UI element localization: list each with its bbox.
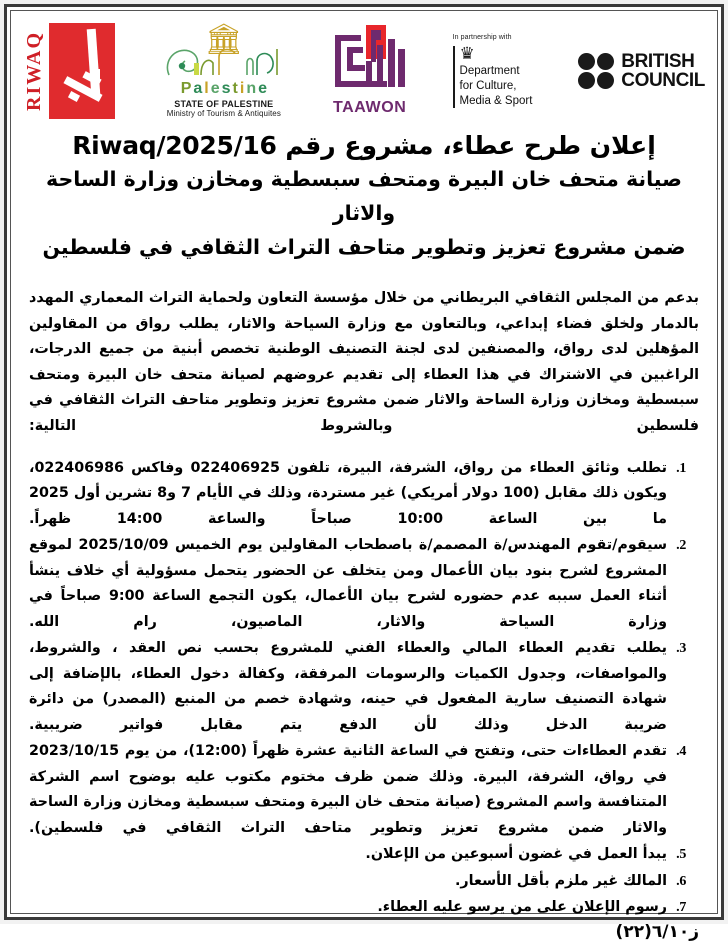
eagle-crest-icon: 🏛 [204,21,243,57]
page-outer-border [4,4,724,942]
term-item-5: 5. يبدأ العمل في غضون أسبوعين من الإعلان. [29,842,673,868]
dcms-partnership-text: In partnership with [452,34,512,41]
british-council-dots-icon [578,53,614,89]
intro-paragraph: بدعم من المجلس الثقافي البريطاني من خلال مؤسسة التعاون ولحماية التراث المعماري المهدد بالدمار ولخلق فضاء إبداعي، وبالتعاون مع وزارة السياحة والاثار، يطلب رواق من المقاولين المؤهلين لدى رواق، والمصنفين لدى لجنة التصنيف الوطنية تخصص أبنية من جميع الدرجات، الراغبين في الاشتراك في هذا العطاء إلى تقديم عروضهم لصيانة متحف خان البيرة ومتحف سبسطية ومخازن وزارة الساحة والاثار ضمن مشروع تعزيز وتطوير متاحف التراث الثقافي في فلسطين وبالشروط التالية: [29,290,699,434]
british-council-logo [578,52,705,90]
riwaq-wordmark: RIWAQ [23,31,45,112]
terms-list [29,456,699,922]
term-item-1: 1. تطلب وثائق العطاء من رواق، الشرفة، البيرة، تلفون 022406925 وفاكس 022406986، ويكون ذلك مقابل (100 دولار أمريكي) غير مستردة، وذلك في الأيام 7 و8 تشرين أول 2025 ما بين الساعة 10:00 صباحاً والساعة 14:00 ظهراً. [29,456,673,533]
term-item-4: 4. تقدم العطاءات حتى، وتفتح في الساعة الثانية عشرة ظهراً (12:00)، من يوم 2023/10/15 في رواق، الشرفة، البيرة. وذلك ضمن ظرف مختوم مكتوب عليه بوضوح اسم الشركة المتنافسة واسم المشروع (صيانة متحف خان البيرة ومتحف سبسطية ومخازن وزارة الساحة والاثار ضمن مشروع تعزيز وتطوير متاحف التراث الثقافي في فلسطين). [29,739,673,841]
british-council-wordmark [621,52,705,90]
palestine-ministry-logo [161,21,287,118]
dcms-line2: for Culture, [459,80,517,92]
british-council-line1: BRITISH [621,51,695,72]
project-subtitle-1: صيانة متحف خان البيرة ومتحف سبسطية ومخازن وزارة الساحة والاثار [46,167,682,225]
footer-row [19,922,709,946]
term-item-3: 3. يطلب تقديم العطاء المالي والعطاء الفني للمشروع بحسب نص العقد ، والشروط، والمواصفات، وجدول الكميات والرسومات المرفقة، وكفالة دخول العطاء، بالإضافة إلى شهادة التصنيف سارية المفعول في حينه، وشهادة خصم من المنبع (المصدر) من دائرة ضريبة الدخل وذلك لأن الدفع يتم مقابل فواتير ضريبية. [29,636,673,738]
royal-crest-icon: ♛ [459,44,475,64]
term-item-6: 6. المالك غير ملزم بأقل الأسعار. [29,869,673,895]
page-inner-border [10,10,718,942]
dcms-line1: Department [459,65,520,77]
term-item-7: 7. رسوم الإعلان على من يرسو عليه العطاء. [29,895,673,921]
riwaq-logo [23,23,115,119]
project-subtitle-2: ضمن مشروع تعزيز وتطوير متاحف التراث الثقافي في فلسطين [42,235,686,259]
page-title: إعلان طرح عطاء، مشروع رقم Riwaq/2025/16 [72,131,656,160]
taawon-logo [333,25,407,117]
palestine-subtitle-1: STATE OF PALESTINE [174,98,274,109]
taawon-wordmark: TAAWON [332,99,407,116]
palestine-emblem-icon [161,21,287,81]
dcms-logo [453,34,533,108]
dcms-line3: Media & Sport [459,95,533,107]
taawon-kufic-mark-icon [333,25,407,97]
taawon-logo-cell [333,25,407,117]
british-council-line2: COUNCIL [621,70,705,91]
reference-code: ز٦/١٠(٢٢) [615,921,699,942]
dcms-logo-cell [453,34,533,108]
announcement-body [19,264,709,922]
dcms-divider [453,46,455,108]
partner-logo-bar [19,15,709,125]
riwaq-calligraphy-icon [49,23,115,119]
riwaq-logo-cell [23,23,115,119]
announcement-title-block [19,125,709,264]
palestine-logo-cell [161,21,287,118]
british-council-logo-cell [578,52,705,90]
palestine-wordmark: P a l e s t i n e [180,79,267,97]
palestine-swoosh-icon [161,35,287,79]
palestine-subtitle-2: Ministry of Tourism & Antiquites [166,108,281,118]
term-item-2: 2. سيقوم/تقوم المهندس/ة المصمم/ة باصطحاب المقاولين يوم الخميس 2025/10/09 لموقع المشروع لشرح بنود بيان الأعمال ومن يتخلف عن الحضور يتحمل مسؤولية أي خلاف ينشأ أثناء العمل سببه عدم حضوره لشرح بيان الأعمال، يكون التجمع الساعة 9:00 صباحاً في وزارة السياحة والاثار، الماصيون، رام الله. [29,533,673,635]
